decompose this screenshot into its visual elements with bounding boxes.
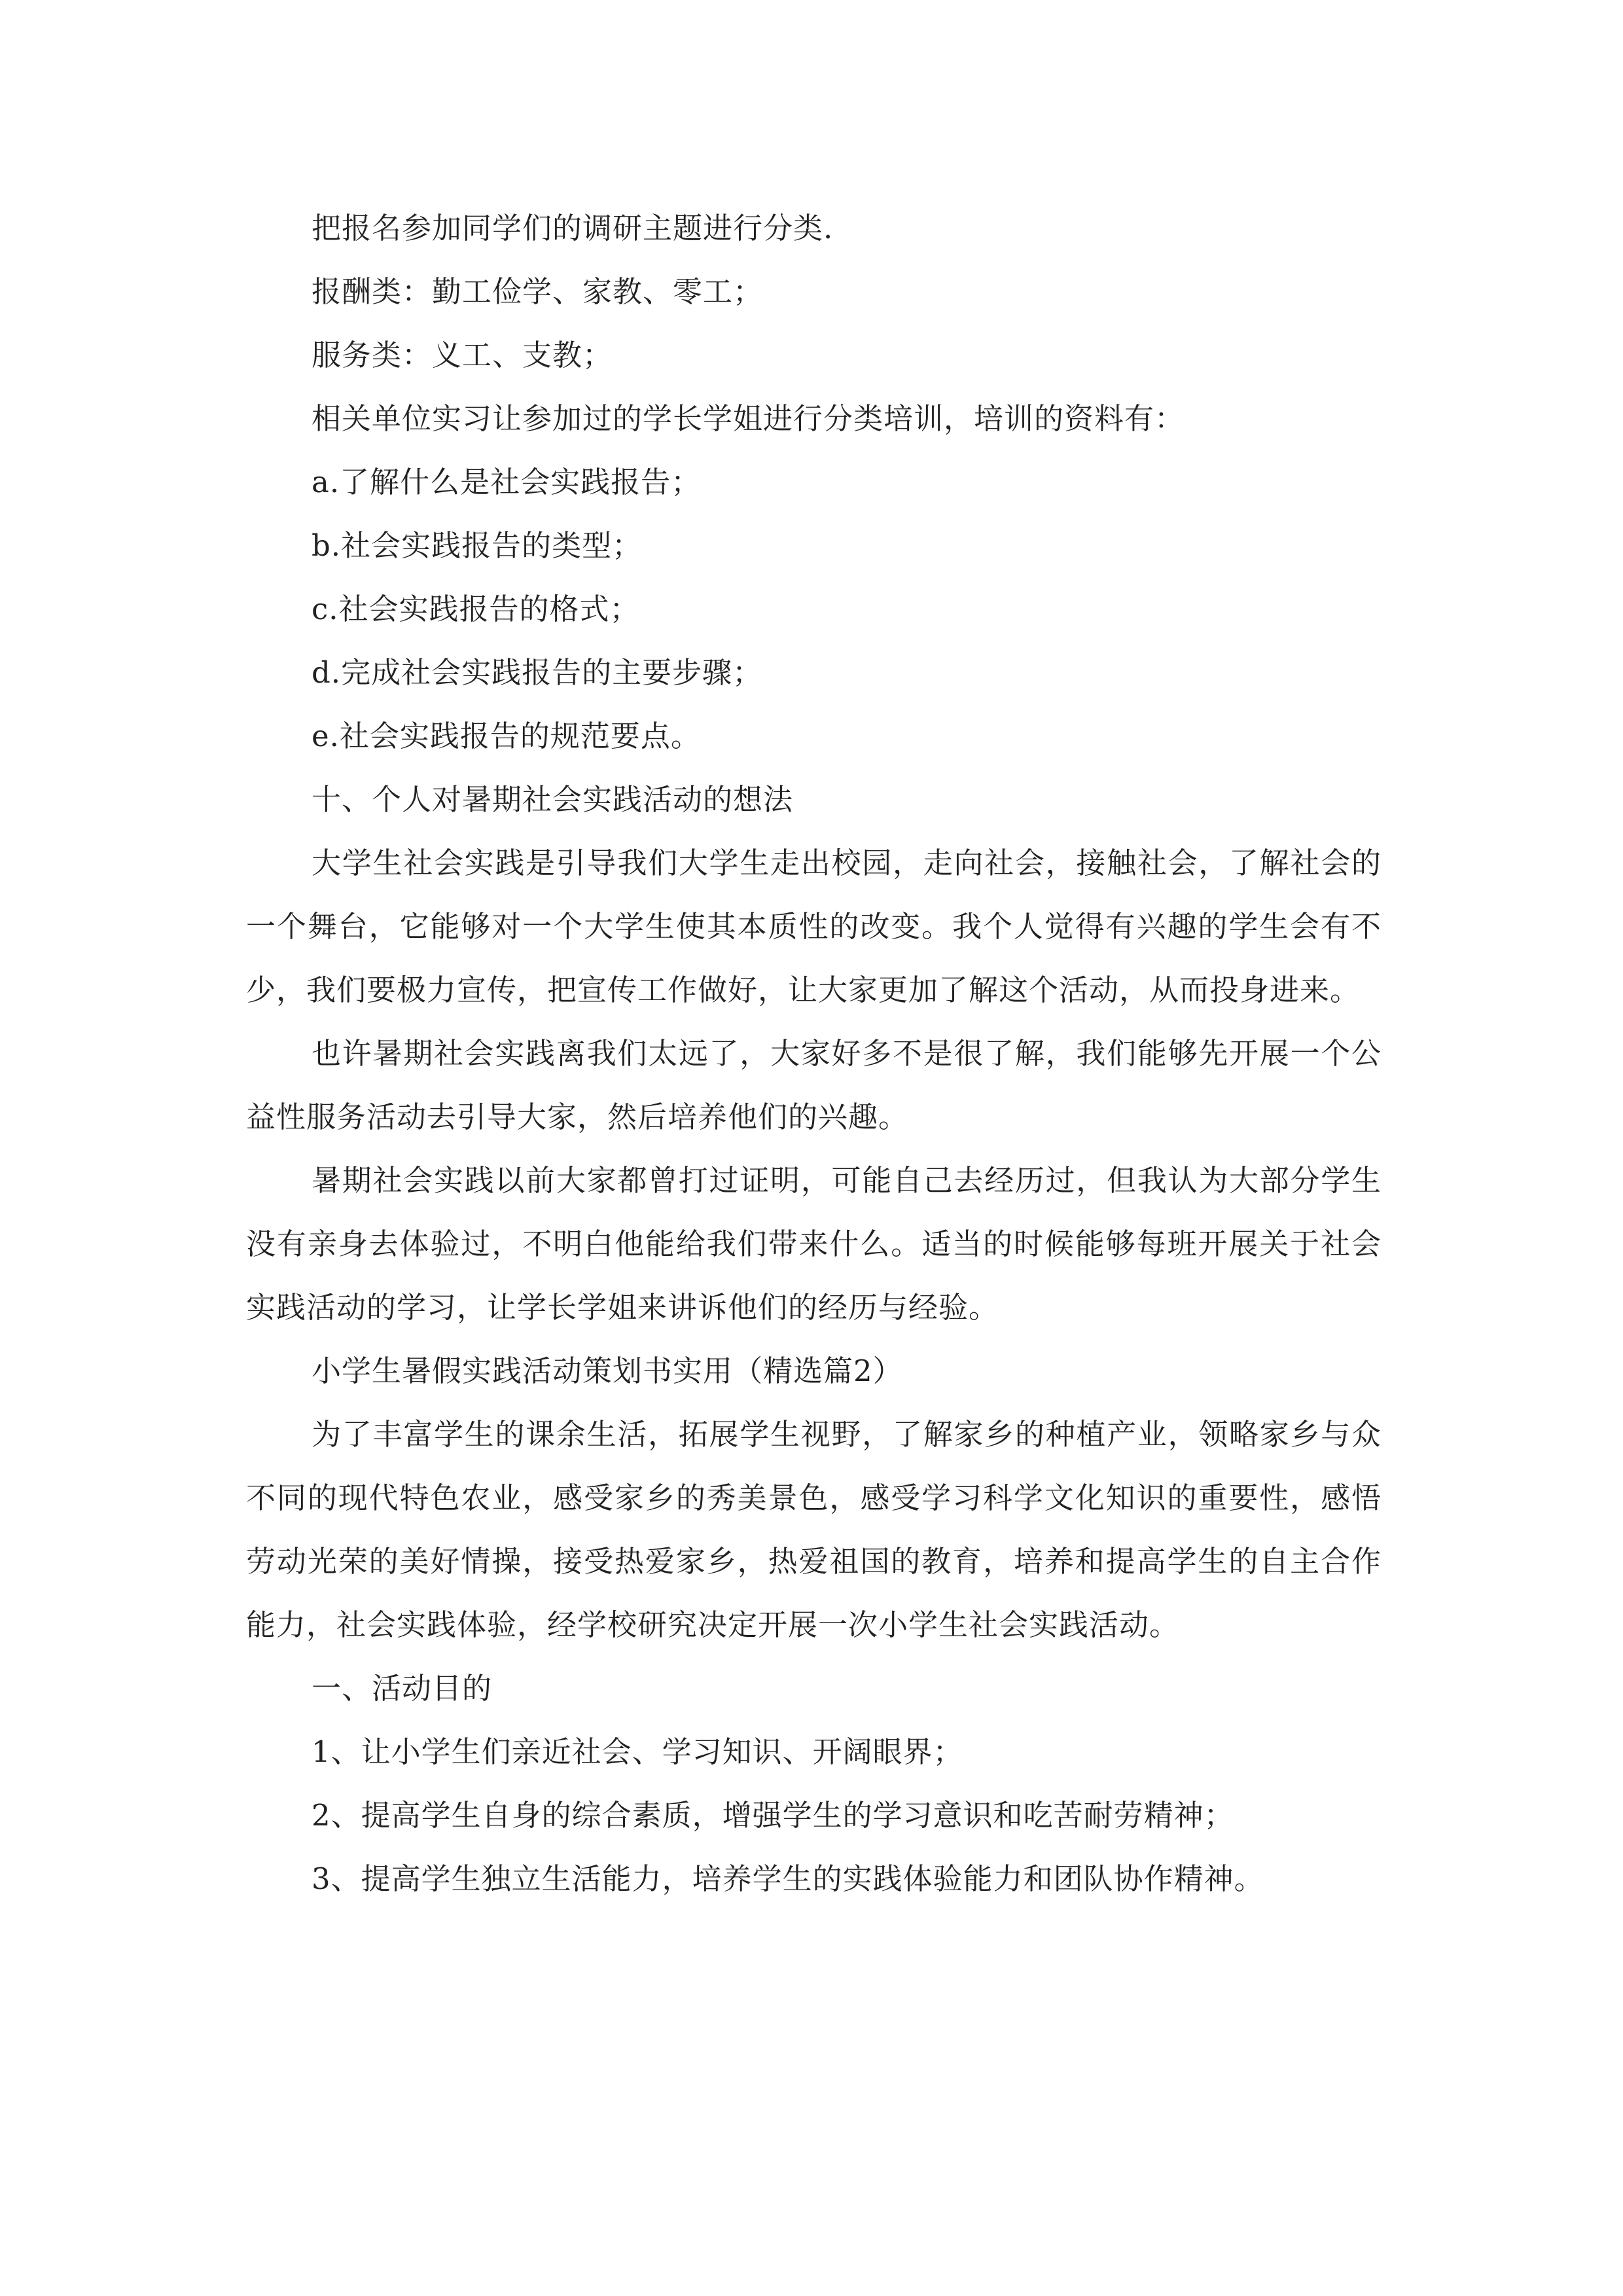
section-heading: 十、个人对暑期社会实践活动的想法 (312, 782, 794, 817)
list-item: 1、让小学生们亲近社会、学习知识、开阔眼界； (312, 1734, 963, 1769)
paragraph: 暑期社会实践以前大家都曾打过证明，可能自己去经历过，但我认为大部分学生没有亲身去体验过，不明白他能给我们带来什么。适当的时候能够每班开展关于社会实践活动的学习，让学长学姐来讲诉他们的经历与经验。 (246, 1163, 1382, 1325)
list-item: a.了解什么是社会实践报告； (312, 465, 702, 499)
paragraph: 也许暑期社会实践离我们太远了，大家好多不是很了解，我们能够先开展一个公益性服务活动去引导大家，然后培养他们的兴趣。 (246, 1036, 1382, 1134)
paragraph: 相关单位实习让参加过的学长学姐进行分类培训，培训的资料有： (312, 401, 1185, 436)
list-item: d.完成社会实践报告的主要步骤； (312, 655, 763, 690)
document-body (246, 196, 1382, 1910)
article-title: 小学生暑假实践活动策划书实用（精选篇2） (312, 1354, 903, 1388)
section-heading: 一、活动目的 (312, 1671, 493, 1706)
paragraph: 为了丰富学生的课余生活，拓展学生视野，了解家乡的种植产业，领略家乡与众不同的现代特色农业，感受家乡的秀美景色，感受学习科学文化知识的重要性，感悟劳动光荣的美好情操，接受热爱家乡，热爱祖国的教育，培养和提高学生的自主合作能力，社会实践体验，经学校研究决定开展一次小学生社会实践活动。 (246, 1417, 1382, 1642)
paragraph: 把报名参加同学们的调研主题进行分类. (312, 211, 834, 245)
list-item: 3、提高学生独立生活能力，培养学生的实践体验能力和团队协作精神。 (312, 1861, 1264, 1896)
paragraph: 大学生社会实践是引导我们大学生走出校园，走向社会，接触社会，了解社会的一个舞台，它能够对一个大学生使其本质性的改变。我个人觉得有兴趣的学生会有不少，我们要极力宣传，把宣传工作做好，让大家更加了解这个活动，从而投身进来。 (246, 846, 1382, 1007)
list-item: e.社会实践报告的规范要点。 (312, 719, 701, 753)
list-item: c.社会实践报告的格式； (312, 592, 640, 626)
paragraph: 服务类：义工、支教； (312, 338, 613, 372)
list-item: b.社会实践报告的类型； (312, 528, 643, 563)
paragraph: 报酬类：勤工俭学、家教、零工； (312, 274, 764, 309)
list-item: 2、提高学生自身的综合素质，增强学生的学习意识和吃苦耐劳精神； (312, 1798, 1234, 1833)
